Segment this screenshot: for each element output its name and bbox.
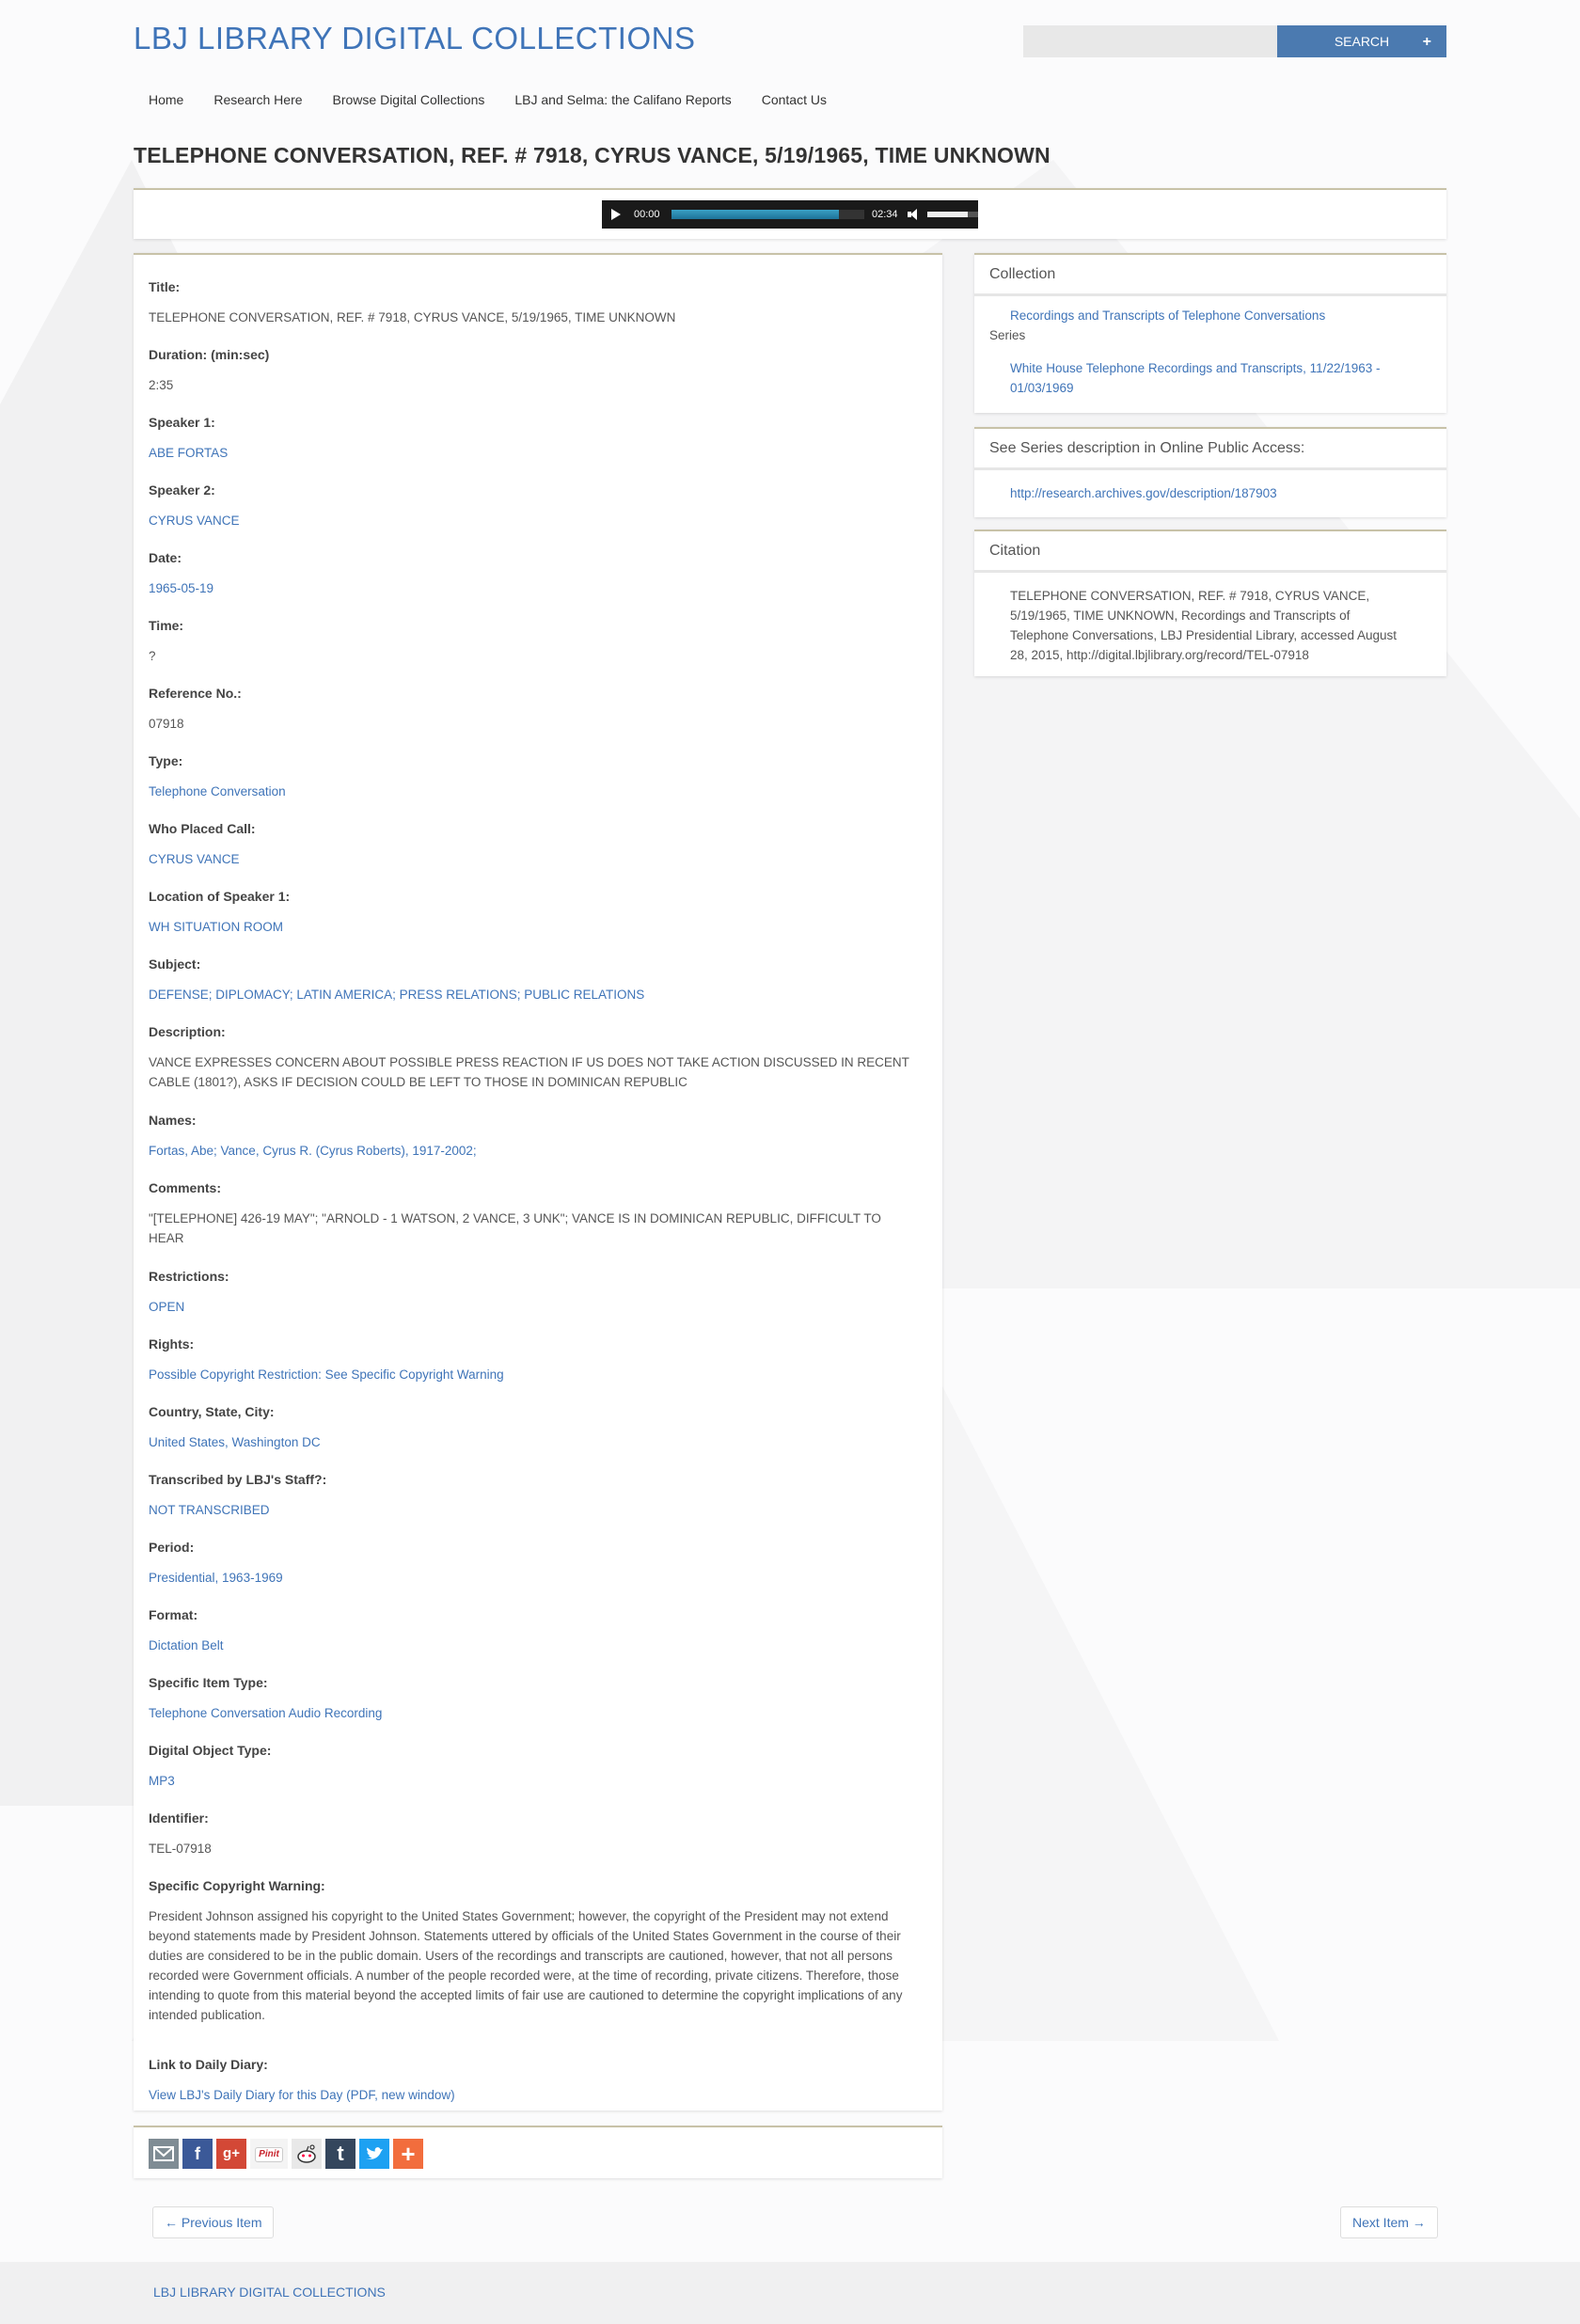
field-value-type[interactable]: Telephone Conversation xyxy=(149,784,286,798)
opa-heading: See Series description in Online Public Access: xyxy=(974,429,1446,470)
google-plus-icon[interactable]: g+ xyxy=(216,2139,246,2169)
field-label-speaker-1: Speaker 1: xyxy=(149,415,215,430)
site-title[interactable]: LBJ LIBRARY DIGITAL COLLECTIONS xyxy=(134,21,696,55)
field-value-format[interactable]: Dictation Belt xyxy=(149,1638,224,1652)
field-value-period[interactable]: Presidential, 1963-1969 xyxy=(149,1571,283,1585)
progress-fill xyxy=(672,210,840,219)
field-label-who-placed-call: Who Placed Call: xyxy=(149,821,256,836)
site-footer xyxy=(0,2262,1580,2324)
field-value-description: VANCE EXPRESSES CONCERN ABOUT POSSIBLE PRESS REACTION IF US DOES NOT TAKE ACTION DISCUSSED IN RECENT CABLE (1801?), ASKS IF DECISION COULD BE LEFT TO THOSE IN DOMINICAN REPUBLIC xyxy=(149,1055,909,1089)
field-value-comments: "[TELEPHONE] 426-19 MAY"; "ARNOLD - 1 WATSON, 2 VANCE, 3 UNK"; VANCE IS IN DOMINICAN REPUBLIC, DIFFICULT TO HEAR xyxy=(149,1211,881,1245)
pinterest-icon[interactable] xyxy=(250,2139,288,2169)
field-value-speaker-1[interactable]: ABE FORTAS xyxy=(149,446,229,460)
field-label-specific-item-type: Specific Item Type: xyxy=(149,1675,268,1690)
audio-player xyxy=(602,200,978,229)
field-label-location-of-speaker-1: Location of Speaker 1: xyxy=(149,889,291,904)
search-button[interactable] xyxy=(1277,25,1446,57)
series-label: Series xyxy=(989,328,1026,342)
field-value-specific-copyright-warning: President Johnson assigned his copyright to the United States Government; however, the copyright of the President may not extend beyond statements made by President Johnson. Statements uttered by officials of the United States Government in the course of their duties are considered to be in the public domain. Users of the recordings and transcripts are cautioned, however, that not all persons recorded were Government officials. A number of the people recorded were, at the time of recording, private citizens. Therefore, those intending to quote from this material beyond the accepted limits of fair use are cautioned to determine the copyright implications of any intended publication. xyxy=(149,1909,903,2022)
previous-item-button[interactable]: ← Previous Item xyxy=(152,2206,274,2238)
nav-research-here[interactable]: Research Here xyxy=(213,92,303,107)
nav-lbj-and-selma[interactable]: LBJ and Selma: the Califano Reports xyxy=(514,92,732,107)
duration-time: 02:34 xyxy=(871,209,898,220)
play-icon[interactable] xyxy=(611,209,621,220)
site-header xyxy=(0,0,1580,150)
search-options-icon[interactable]: + xyxy=(1422,34,1431,50)
field-label-time: Time: xyxy=(149,618,184,633)
opa-panel xyxy=(974,427,1446,517)
facebook-icon[interactable]: f xyxy=(182,2139,213,2169)
collection-panel xyxy=(974,253,1446,413)
field-value-transcribed-by-lbj-s-staff[interactable]: NOT TRANSCRIBED xyxy=(149,1503,270,1517)
series-link[interactable]: White House Telephone Recordings and Transcripts, 11/22/1963 - 01/03/1969 xyxy=(1010,361,1381,395)
nav-home[interactable]: Home xyxy=(149,92,184,107)
audio-player-panel xyxy=(134,188,1446,239)
field-label-speaker-2: Speaker 2: xyxy=(149,482,215,498)
field-value-speaker-2[interactable]: CYRUS VANCE xyxy=(149,514,240,528)
search-input[interactable] xyxy=(1023,25,1277,57)
field-value-restrictions[interactable]: OPEN xyxy=(149,1300,185,1314)
field-label-transcribed-by-lbj-s-staff: Transcribed by LBJ's Staff?: xyxy=(149,1472,327,1487)
tumblr-icon[interactable]: t xyxy=(325,2139,356,2169)
opa-link[interactable]: http://research.archives.gov/description/187903 xyxy=(1010,486,1277,500)
field-value-time: ? xyxy=(149,649,156,663)
field-value-who-placed-call[interactable]: CYRUS VANCE xyxy=(149,852,240,866)
field-label-digital-object-type: Digital Object Type: xyxy=(149,1743,272,1758)
field-value-duration-min-sec: 2:35 xyxy=(149,378,174,392)
collection-link[interactable]: Recordings and Transcripts of Telephone Conversations xyxy=(1010,308,1326,323)
field-label-comments: Comments: xyxy=(149,1180,222,1195)
current-time: 00:00 xyxy=(634,209,660,220)
field-label-period: Period: xyxy=(149,1540,195,1555)
field-label-rights: Rights: xyxy=(149,1336,195,1352)
main-nav xyxy=(134,89,842,110)
field-value-reference-no: 07918 xyxy=(149,717,184,731)
volume-slider[interactable] xyxy=(927,212,978,217)
field-value-title: TELEPHONE CONVERSATION, REF. # 7918, CYRUS VANCE, 5/19/1965, TIME UNKNOWN xyxy=(149,310,676,324)
share-panel xyxy=(134,2126,942,2178)
search-button-label: SEARCH xyxy=(1334,34,1390,49)
progress-bar[interactable] xyxy=(672,210,864,219)
volume-fill xyxy=(927,212,968,217)
field-value-subject[interactable]: DEFENSE; DIPLOMACY; LATIN AMERICA; PRESS RELATIONS; PUBLIC RELATIONS xyxy=(149,988,645,1002)
field-value-digital-object-type[interactable]: MP3 xyxy=(149,1774,175,1788)
pinterest-label: Pinit xyxy=(255,2147,283,2162)
field-value-identifier: TEL-07918 xyxy=(149,1842,212,1856)
citation-heading: Citation xyxy=(974,531,1446,573)
reddit-icon[interactable] xyxy=(292,2139,322,2169)
field-label-identifier: Identifier: xyxy=(149,1810,209,1826)
field-value-specific-item-type[interactable]: Telephone Conversation Audio Recording xyxy=(149,1706,383,1720)
field-label-format: Format: xyxy=(149,1607,198,1622)
field-value-country-state-city[interactable]: United States, Washington DC xyxy=(149,1435,321,1449)
field-label-duration-min-sec: Duration: (min:sec) xyxy=(149,347,270,362)
next-item-button[interactable]: Next Item → xyxy=(1340,2206,1438,2238)
field-label-description: Description: xyxy=(149,1024,226,1039)
field-value-rights[interactable]: Possible Copyright Restriction: See Specific Copyright Warning xyxy=(149,1368,504,1382)
field-label-reference-no: Reference No.: xyxy=(149,686,242,701)
record-details-panel xyxy=(134,253,942,2111)
footer-title[interactable]: LBJ LIBRARY DIGITAL COLLECTIONS xyxy=(153,2284,386,2300)
field-label-link-to-daily-diary: Link to Daily Diary: xyxy=(149,2057,268,2072)
field-label-names: Names: xyxy=(149,1113,197,1128)
field-label-type: Type: xyxy=(149,753,183,768)
field-value-link-to-daily-diary[interactable]: View LBJ's Daily Diary for this Day (PDF, new window) xyxy=(149,2088,455,2102)
nav-browse-digital-collections[interactable]: Browse Digital Collections xyxy=(332,92,485,107)
citation-text: TELEPHONE CONVERSATION, REF. # 7918, CYRUS VANCE, 5/19/1965, TIME UNKNOWN, Recordings and Transcripts of Telephone Conversations, LBJ Presidential Library, accessed August 28, 2015, http://digital.lbjlibrary.org/record/TEL-07918 xyxy=(1010,589,1397,662)
nav-contact-us[interactable]: Contact Us xyxy=(761,92,827,107)
citation-panel xyxy=(974,530,1446,676)
share-more-icon[interactable]: + xyxy=(393,2139,423,2169)
collection-heading: Collection xyxy=(974,255,1446,296)
field-value-location-of-speaker-1[interactable]: WH SITUATION ROOM xyxy=(149,920,283,934)
field-label-country-state-city: Country, State, City: xyxy=(149,1404,275,1419)
share-buttons xyxy=(149,2139,427,2169)
speaker-icon[interactable] xyxy=(908,209,921,220)
field-label-subject: Subject: xyxy=(149,956,201,972)
field-value-names[interactable]: Fortas, Abe; Vance, Cyrus R. (Cyrus Roberts), 1917-2002; xyxy=(149,1144,477,1158)
email-icon[interactable] xyxy=(149,2139,179,2169)
field-label-specific-copyright-warning: Specific Copyright Warning: xyxy=(149,1878,325,1893)
field-label-restrictions: Restrictions: xyxy=(149,1269,229,1284)
field-value-date[interactable]: 1965-05-19 xyxy=(149,581,214,595)
page-title: TELEPHONE CONVERSATION, REF. # 7918, CYRUS VANCE, 5/19/1965, TIME UNKNOWN xyxy=(134,143,1051,167)
field-label-date: Date: xyxy=(149,550,182,565)
field-label-title: Title: xyxy=(149,279,181,294)
twitter-icon[interactable] xyxy=(359,2139,389,2169)
